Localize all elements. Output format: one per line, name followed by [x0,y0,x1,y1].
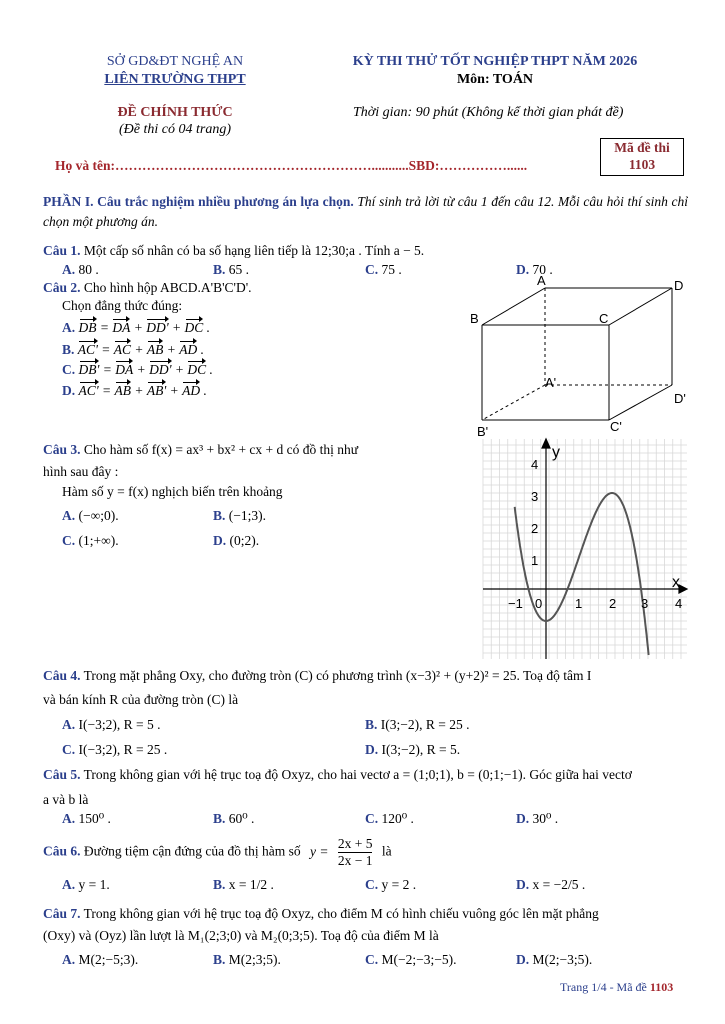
exam-code: 1103 [628,157,656,172]
q4-option-c[interactable]: C. I(−3;2), R = 25 . [62,742,168,757]
question-6: Câu 6. Đường tiệm cận đứng của đồ thị hàm số y = $\frac{2x + 5}{2x - 1}$ là [43,836,392,868]
exam-code-box [600,138,684,176]
edge-AB [482,288,545,325]
q2-prompt: Chọn đẳng thức đúng: [62,298,183,313]
y-axis-label: y [552,444,560,461]
department-name: SỞ GD&ĐT NGHỆ AN [106,54,244,69]
q4-option-b[interactable]: B. I(3;−2), R = 25 . [365,717,470,732]
q3-option-b[interactable]: B. (−1;3). [213,508,266,523]
exam-title: KỲ THI THỬ TỐT NGHIỆP THPT NĂM 2026 [352,54,638,69]
x-tick-0: 0 [535,596,543,611]
q4-option-a[interactable]: A. I(−3;2), R = 5 . [62,717,161,732]
y-tick-1: 1 [531,553,539,568]
q1-option-b[interactable]: B. 65 . [213,262,250,277]
q5-option-a[interactable]: A. 150⁰ . [62,811,111,826]
cubic-graph [480,435,690,660]
q6-option-d[interactable]: D. x = −2/5 . [516,877,586,892]
question-2: Câu 2. Cho hình hộp ABCD.A'B'C'D'. [43,280,252,295]
q5-option-b[interactable]: B. 60⁰ . [213,811,255,826]
cube-label-D-prime: D' [674,391,686,406]
q3-option-a[interactable]: A. (−∞;0). [62,508,119,523]
x-tick-4: 4 [675,596,683,611]
part1-heading: PHẦN I. Câu trắc nghiệm nhiều phương án lựa chọn. Thí sinh trả lời từ câu 1 đến câu 12. Mỗi câu hỏi thí sinh chỉ chọn một phương án. [43,194,688,229]
cube-figure [465,275,695,440]
question-5: Câu 5. Trong không gian với hệ trục toạ độ Oxyz, cho hai vectơ a = (1;0;1), b = (0;1;−1). Góc giữa hai vectơ [43,767,632,782]
q6-option-a[interactable]: A. y = 1. [62,877,110,892]
cube-label-B-prime: B' [477,424,489,439]
edge-CD-bottom [609,385,672,420]
fraction-denominator: 2x − 1 [337,853,373,868]
q1-option-c[interactable]: C. 75 . [365,262,402,277]
school-name: LIÊN TRƯỜNG THPT [104,72,246,87]
q5-option-d[interactable]: D. 30⁰ . [516,811,559,826]
q7-option-d[interactable]: D. M(2;−3;5). [516,952,593,967]
cube-label-C: C [599,311,609,326]
x-tick-3: 3 [641,596,649,611]
name-line: Họ và tên:…………………………………………………...........SBD:……………...... [55,158,528,173]
time-note: Thời gian: 90 phút (Không kể thời gian phát đề) [353,105,624,120]
question-3-cont: hình sau đây : [43,464,119,479]
exam-code-label: Mã đề thi [614,140,670,155]
hidden-edge-AB [482,385,545,420]
cube-label-D: D [674,278,684,293]
q2-option-b[interactable]: B. AC' = AC + AB + AD . [62,340,204,360]
q3-prompt: Hàm số y = f(x) nghịch biến trên khoảng [62,484,283,499]
x-axis-arrow [679,585,687,593]
page-footer: Trang 1/4 - Mã đề 1103 [560,980,674,994]
q6-option-b[interactable]: B. x = 1/2 . [213,877,274,892]
x-tick-1: 1 [575,596,583,611]
q7-option-b[interactable]: B. M(2;3;5). [213,952,281,967]
y-tick-4: 4 [531,457,539,472]
cube-label-C-prime: C' [610,419,622,434]
q2-option-d[interactable]: D. AC' = AB + AB' + AD . [62,381,207,401]
y-tick-3: 3 [531,489,539,504]
fraction-numerator: 2x + 5 [337,836,373,851]
question-4-cont: và bán kính R của đường tròn (C) là [43,692,239,707]
cube-label-A-prime: A' [545,375,557,390]
x-axis-label: x [672,574,680,591]
q2-option-c[interactable]: C. DB' = DA + DD' + DC . [62,360,213,380]
official-label: ĐỀ CHÍNH THỨC [117,105,233,120]
q7-option-a[interactable]: A. M(2;−5;3). [62,952,139,967]
question-3: Câu 3. Cho hàm số f(x) = ax³ + bx² + cx + d có đồ thị như [43,442,359,457]
q1-option-a[interactable]: A. 80 . [62,262,99,277]
x-tick-neg1: −1 [508,596,523,611]
question-1: Câu 1. Một cấp số nhân có ba số hạng liên tiếp là 12;30;a . Tính a − 5. [43,243,425,258]
q6-option-c[interactable]: C. y = 2 . [365,877,417,892]
subject: Môn: TOÁN [456,72,534,87]
question-7-cont: (Oxy) và (Oyz) lần lượt là M₁(2;3;0) và M₂(0;3;5). Toạ độ của điểm M là [43,928,439,943]
x-tick-2: 2 [609,596,617,611]
question-5-cont: a và b là [43,792,89,807]
question-7: Câu 7. Trong không gian với hệ trục toạ độ Oxyz, cho điểm M có hình chiếu vuông góc lên mặt phẳng [43,906,599,921]
cube-label-B: B [470,311,479,326]
q7-option-c[interactable]: C. M(−2;−3;−5). [365,952,457,967]
q5-option-c[interactable]: C. 120⁰ . [365,811,414,826]
q3-option-c[interactable]: C. (1;+∞). [62,533,119,548]
question-4: Câu 4. Trong mặt phẳng Oxy, cho đường tròn (C) có phương trình (x−3)² + (y+2)² = 25. Toạ độ tâm I [43,668,592,683]
q1-option-d[interactable]: D. 70 . [516,262,553,277]
q3-option-d[interactable]: D. (0;2). [213,533,260,548]
edge-DC [609,288,672,325]
q4-option-d[interactable]: D. I(3;−2), R = 5. [365,742,461,757]
cube-label-A: A [537,275,546,288]
pages-note: (Đề thi có 04 trang) [119,122,231,137]
y-tick-2: 2 [531,521,539,536]
q2-option-a[interactable]: A. DB = DA + DD' + DC . [62,318,210,338]
